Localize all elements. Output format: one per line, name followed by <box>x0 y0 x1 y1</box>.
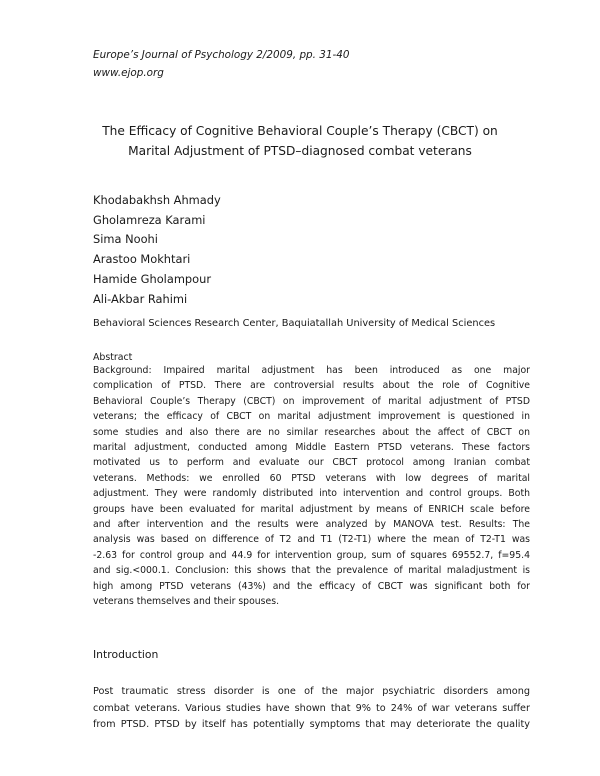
journal-citation: Europe’s Journal of Psychology 2/2009, pp. 31-40 <box>93 49 350 61</box>
abstract-line: veterans themselves and their spouses. <box>93 596 280 608</box>
abstract-line: motivated us to perform and evaluate our CBCT protocol among Iranian combat <box>93 457 530 469</box>
author-list <box>93 191 221 309</box>
abstract-line: Behavioral Couple’s Therapy (CBCT) on improvement of marital adjustment of PTSD <box>93 395 530 407</box>
introduction-line: Post traumatic stress disorder is one of the major psychiatric disorders among <box>93 686 530 697</box>
abstract-line: -2.63 for control group and 44.9 for intervention group, sum of squares 69552.7, f=95.4 <box>93 549 530 561</box>
affiliation: Behavioral Sciences Research Center, Baquiatallah University of Medical Sciences <box>93 318 496 329</box>
introduction-line: from PTSD. PTSD by itself has potentially symptoms that may deteriorate the quality <box>93 719 530 731</box>
author-name: Gholamreza Karami <box>93 212 206 227</box>
abstract-line: some studies and also there are no similar researches about the affect of CBCT on <box>93 426 530 438</box>
abstract-line: veterans. Methods: we enrolled 60 PTSD veterans with low degrees of marital <box>93 472 530 484</box>
abstract-line: high among PTSD veterans (43%) and the efficacy of CBCT was significant both for <box>93 580 530 592</box>
abstract-line: marital adjustment, conducted among Middle Eastern PTSD veterans. These factors <box>93 442 530 454</box>
journal-header <box>93 46 349 82</box>
journal-website[interactable]: www.ejop.org <box>93 67 164 79</box>
abstract-line: and sig.<000.1. Conclusion: this shows that the prevalence of marital maladjustment is <box>93 565 530 577</box>
paper-title <box>60 121 540 161</box>
author-name: Hamide Gholampour <box>93 271 212 286</box>
abstract-heading: Abstract <box>93 352 133 363</box>
title-line-2: Marital Adjustment of PTSD–diagnosed combat veterans <box>128 144 472 158</box>
author-name: Sima Noohi <box>93 232 158 247</box>
author-name: Ali-Akbar Rahimi <box>93 291 188 306</box>
abstract-body <box>93 363 530 610</box>
abstract-line: adjustment. They were randomly distributed into intervention and control groups. Both <box>93 488 530 500</box>
abstract-line: groups have been evaluated for marital adjustment by means of ENRICH scale before <box>93 503 530 515</box>
abstract-line: Background: Impaired marital adjustment has been introduced as one major <box>93 365 530 376</box>
abstract-line: analysis was based on difference of T2 and T1 (T2-T1) where the mean of T2-T1 was <box>93 534 530 546</box>
author-name: Khodabakhsh Ahmady <box>93 193 221 207</box>
introduction-line: combat veterans. Various studies have shown that 9% to 24% of war veterans suffer <box>93 702 530 714</box>
abstract-line: veterans; the efficacy of CBCT on marital adjustment improvement is questioned in <box>93 411 530 423</box>
abstract-line: and after intervention and the results were analyzed by MANOVA test. Results: The <box>93 519 530 531</box>
introduction-body <box>93 684 530 734</box>
abstract-line: complication of PTSD. There are controversial results about the role of Cognitive <box>93 380 530 392</box>
author-name: Arastoo Mokhtari <box>93 252 191 267</box>
introduction-heading: Introduction <box>93 648 159 661</box>
title-line-1: The Efficacy of Cognitive Behavioral Couple’s Therapy (CBCT) on <box>102 124 498 138</box>
